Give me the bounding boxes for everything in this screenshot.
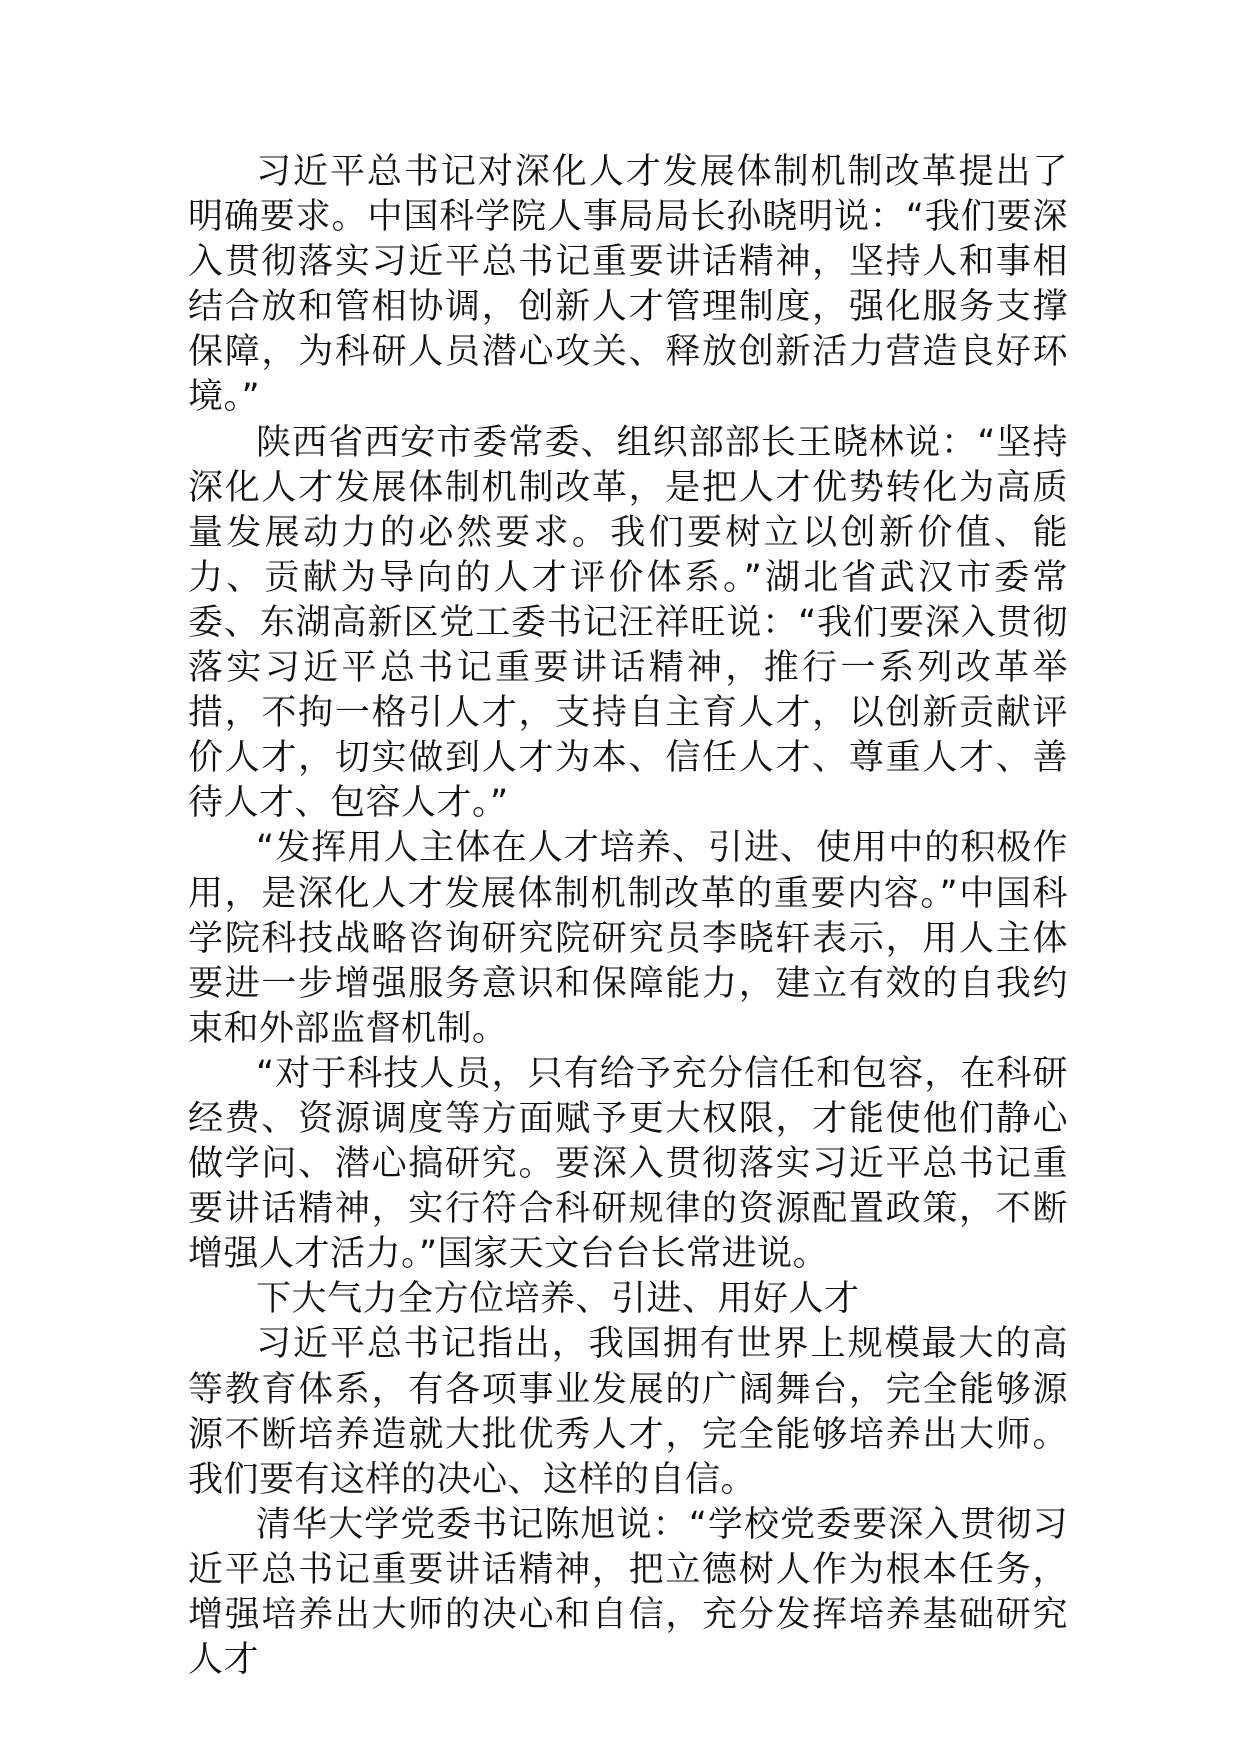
paragraph: 陕西省西安市委常委、组织部部长王晓林说：“坚持深化人才发展体制机制改革，是把人才优势转化为高质量发展动力的必然要求。我们要树立以创新价值、能力、贡献为导向的人才评价体系。”湖北省武汉市委常委、东湖高新区党工委书记汪祥旺说：“我们要深入贯彻落实习近平总书记重要讲话精神，推行一系列改革举措，不拘一格引人才，支持自主育人才，以创新贡献评价人才，切实做到人才为本、信任人才、尊重人才、善待人才、包容人才。” [188,422,1068,824]
paragraph: “发挥用人主体在人才培养、引进、使用中的积极作用，是深化人才发展体制机制改革的重要内容。”中国科学院科技战略咨询研究院研究员李晓轩表示，用人主体要进一步增强服务意识和保障能力，建立有效的自我约束和外部监督机制。 [188,828,1068,1049]
document-body [188,150,1068,1683]
paragraph: 习近平总书记对深化人才发展体制机制改革提出了明确要求。中国科学院人事局局长孙晓明说：“我们要深入贯彻落实习近平总书记重要讲话精神，坚持人和事相结合放和管相协调，创新人才管理制度，强化服务支撑保障，为科研人员潜心攻关、释放创新活力营造良好环境。” [188,152,1068,418]
paragraph: 习近平总书记指出，我国拥有世界上规模最大的高等教育体系，有各项事业发展的广阔舞台，完全能够源源不断培养造就大批优秀人才，完全能够培养出大师。我们要有这样的决心、这样的自信。 [188,1324,1068,1500]
paragraph: “对于科技人员，只有给予充分信任和包容，在科研经费、资源调度等方面赋予更大权限，才能使他们静心做学问、潜心搞研究。要深入贯彻落实习近平总书记重要讲话精神，实行符合科研规律的资源配置政策，不断增强人才活力。”国家天文台台长常进说。 [188,1053,1068,1275]
paragraph: 清华大学党委书记陈旭说：“学校党委要深入贯彻习近平总书记重要讲话精神，把立德树人作为根本任务，增强培养出大师的决心和自信，充分发挥培养基础研究人才 [188,1504,1068,1681]
section-heading: 下大气力全方位培养、引进、用好人才 [256,1279,860,1320]
